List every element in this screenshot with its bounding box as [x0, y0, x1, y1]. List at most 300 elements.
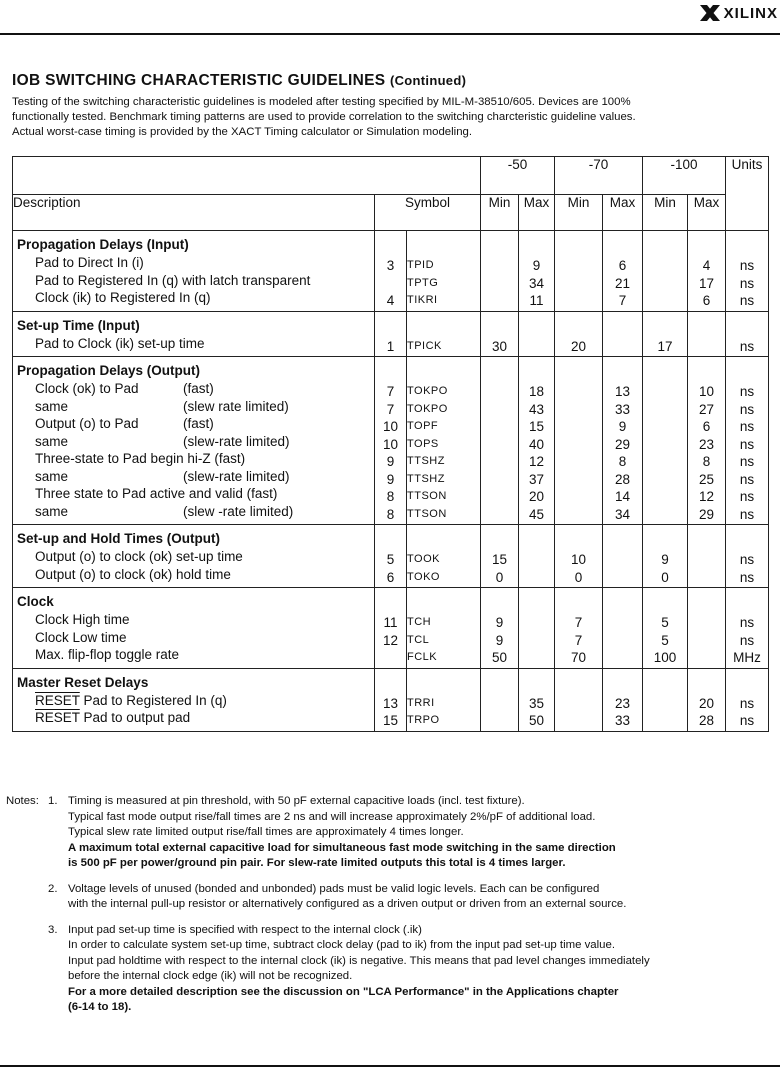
value-cell — [555, 311, 603, 357]
row-mode-note: (slew -rate limited) — [183, 503, 294, 519]
value-cell — [643, 311, 688, 357]
row-value — [519, 614, 554, 632]
row-description-text: same — [35, 433, 69, 449]
row-value — [643, 401, 687, 419]
value-cell — [603, 231, 643, 312]
value-cell — [481, 357, 519, 525]
description-cell — [13, 231, 375, 312]
row-description — [13, 646, 374, 664]
row-ref-number: 10 — [382, 419, 399, 434]
row-mode-note: (slew-rate limited) — [183, 468, 290, 484]
row-symbol: TRPO — [407, 714, 440, 726]
row-description — [13, 254, 374, 272]
row-symbol: TOPF — [407, 420, 439, 432]
title-suffix: (Continued) — [389, 73, 467, 88]
row-symbol: TPID — [407, 259, 435, 271]
note-number: 1. — [48, 795, 58, 807]
units-cell — [726, 668, 769, 731]
note-line: For a more detailed description see the discussion on "LCA Performance" in the Applications chapter — [68, 985, 619, 998]
row-value — [603, 614, 642, 632]
row-mode-note: (fast) — [183, 381, 214, 396]
row-value: 7 — [574, 615, 583, 630]
row-description — [13, 709, 374, 727]
row-ref-number: 10 — [382, 436, 399, 452]
row-value: 10 — [571, 552, 587, 567]
intro-line: Actual worst-case timing is provided by the XACT Timing calculator or Simulation modeling. — [12, 126, 473, 138]
speed-grade-100: -100 — [643, 157, 726, 195]
row-value — [688, 649, 725, 667]
row-symbol: TCL — [407, 633, 430, 646]
description-cell — [13, 668, 375, 731]
header-rule — [0, 33, 780, 35]
max-header: Max — [603, 195, 643, 231]
row-ref-number: 12 — [382, 632, 399, 648]
row-ref-number — [375, 649, 406, 667]
row-description — [13, 611, 374, 629]
intro-line: Testing of the switching characteristic guidelines is modeled after testing specified by MIL-M-38510/605. Devices are 100% — [12, 96, 631, 108]
row-value — [481, 712, 518, 730]
max-header: Max — [688, 195, 726, 231]
row-ref-number: 15 — [382, 713, 399, 728]
footer-rule — [0, 1065, 780, 1067]
row-value: 50 — [529, 713, 545, 728]
section-title: Clock — [17, 594, 54, 609]
value-cell — [481, 525, 519, 588]
row-value — [481, 257, 518, 275]
row-symbol: TTSHZ — [407, 455, 445, 467]
table-section — [13, 525, 769, 588]
ref-number-cell — [375, 231, 407, 312]
description-header: Description — [13, 195, 375, 231]
row-symbol: TRRI — [407, 696, 435, 709]
row-value — [603, 569, 642, 587]
intro-text — [12, 95, 772, 140]
section-title: Master Reset Delays — [17, 674, 149, 690]
row-description-text: same — [35, 503, 69, 519]
row-value: 70 — [571, 650, 587, 665]
row-value: 29 — [699, 506, 715, 522]
row-value: 8 — [702, 454, 711, 469]
note-item — [6, 794, 776, 872]
row-unit: ns — [739, 338, 755, 354]
ref-number-cell — [375, 668, 407, 731]
row-value: 21 — [615, 275, 631, 291]
row-unit: ns — [739, 436, 755, 452]
row-symbol: TOKO — [407, 570, 440, 583]
section-title: Set-up and Hold Times (Output) — [17, 531, 220, 546]
row-value — [643, 292, 687, 310]
row-unit: ns — [739, 713, 755, 728]
note-line: with the internal pull-up resistor or alternatively configured as a driven output or driven from an external source. — [68, 898, 627, 910]
row-value: 23 — [699, 436, 715, 452]
row-value — [481, 453, 518, 471]
row-symbol: TTSON — [407, 507, 447, 520]
row-value: 37 — [529, 471, 545, 487]
row-description-text: Pad to output pad — [83, 710, 191, 725]
row-value: 8 — [618, 454, 627, 469]
row-description-text: same — [35, 398, 69, 414]
row-symbol: TCH — [407, 616, 432, 628]
table-section — [13, 311, 769, 357]
row-value: 27 — [699, 401, 715, 417]
units-cell — [726, 525, 769, 588]
value-cell — [555, 588, 603, 669]
row-value: 43 — [529, 401, 545, 417]
row-description-text: Output (o) to Pad — [35, 416, 139, 431]
logo-text: XILINX — [723, 4, 778, 22]
table-section — [13, 231, 769, 312]
value-cell — [481, 311, 519, 357]
value-cell — [603, 311, 643, 357]
row-value — [481, 436, 518, 454]
row-value — [643, 506, 687, 524]
min-header: Min — [643, 195, 688, 231]
row-value — [643, 436, 687, 454]
row-unit: ns — [739, 384, 755, 399]
row-value — [481, 292, 518, 310]
row-unit: ns — [739, 569, 755, 585]
symbol-cell — [407, 668, 481, 731]
row-value — [643, 453, 687, 471]
row-value: 34 — [615, 506, 631, 522]
value-cell — [519, 357, 555, 525]
row-value: 100 — [653, 650, 677, 665]
row-value: 12 — [699, 489, 715, 504]
row-symbol: TTSHZ — [407, 472, 445, 485]
notes-label: Notes: — [6, 795, 39, 807]
ref-number-cell — [375, 357, 407, 525]
row-value — [555, 488, 602, 506]
row-unit: ns — [739, 615, 755, 630]
section-title: Propagation Delays (Output) — [17, 363, 201, 378]
row-value: 15 — [492, 552, 508, 567]
row-mode-note: (slew rate limited) — [183, 398, 289, 414]
row-value — [519, 632, 554, 650]
table-section — [13, 357, 769, 525]
row-value: 35 — [529, 695, 545, 711]
notes — [6, 794, 776, 1026]
row-value: 33 — [615, 401, 631, 417]
row-symbol: TPICK — [407, 339, 442, 352]
row-description-text: Output (o) to clock (ok) set-up time — [35, 549, 243, 564]
value-cell — [555, 668, 603, 731]
row-description-text: Clock (ik) to Registered In (q) — [35, 290, 211, 305]
row-description-text: Pad to Direct In (i) — [35, 255, 144, 270]
xilinx-logo — [699, 4, 778, 22]
row-description-text: Pad to Registered In (q) — [83, 692, 227, 708]
symbol-cell — [407, 231, 481, 312]
row-value — [688, 632, 725, 650]
row-value: 40 — [529, 436, 545, 452]
value-cell — [603, 525, 643, 588]
ref-number-cell — [375, 588, 407, 669]
note-line: Typical fast mode output rise/fall times are 2 ns and will increase approximately 2%/pF of additional load. — [68, 810, 596, 823]
row-value: 30 — [492, 338, 508, 354]
row-value: 0 — [574, 569, 583, 585]
note-number: 3. — [48, 923, 58, 936]
value-cell — [481, 588, 519, 669]
section-title: Propagation Delays (Input) — [17, 237, 189, 252]
row-value: 33 — [615, 713, 631, 728]
row-value: 9 — [618, 419, 627, 434]
row-value: 15 — [529, 419, 545, 434]
row-value — [555, 712, 602, 730]
row-value — [555, 383, 602, 401]
row-value: 45 — [529, 506, 545, 522]
row-unit: ns — [739, 471, 755, 487]
row-value — [643, 383, 687, 401]
row-ref-number: 7 — [386, 401, 395, 417]
row-value: 6 — [702, 419, 711, 434]
row-value — [643, 418, 687, 436]
row-description — [13, 566, 374, 584]
note-item — [6, 923, 776, 1016]
row-ref-number: 9 — [386, 454, 395, 469]
row-description — [13, 485, 374, 503]
symbol-header: Symbol — [375, 195, 481, 231]
row-description-text: Clock High time — [35, 612, 130, 627]
row-value: 20 — [529, 489, 545, 504]
row-value: 6 — [618, 258, 627, 273]
row-value — [643, 488, 687, 506]
row-value — [603, 338, 642, 356]
row-value — [481, 506, 518, 524]
row-value: 23 — [615, 695, 631, 711]
row-value: 11 — [529, 293, 544, 308]
row-value: 4 — [702, 258, 711, 273]
row-value — [555, 506, 602, 524]
switching-table — [12, 156, 769, 732]
row-description — [13, 450, 374, 468]
row-value: 18 — [529, 384, 545, 399]
row-value — [603, 649, 642, 667]
row-value — [555, 695, 602, 713]
row-value: 17 — [699, 275, 715, 291]
section-title: Set-up Time (Input) — [17, 317, 140, 333]
value-cell — [481, 231, 519, 312]
header-blank — [13, 157, 481, 195]
row-value: 29 — [615, 436, 631, 452]
row-description — [13, 629, 374, 647]
row-value: 13 — [615, 384, 631, 399]
speed-grade-50: -50 — [481, 157, 555, 195]
row-description — [13, 272, 374, 290]
note-line: Timing is measured at pin threshold, with 50 pF external capacitive loads (incl. test fixture). — [68, 795, 525, 807]
row-value: 20 — [571, 338, 587, 354]
units-cell — [726, 311, 769, 357]
row-value — [555, 418, 602, 436]
row-ref-number: 8 — [386, 506, 395, 522]
value-cell — [555, 231, 603, 312]
units-cell — [726, 357, 769, 525]
row-value — [555, 275, 602, 293]
row-mode-note: (fast) — [183, 416, 214, 431]
row-description — [13, 503, 374, 521]
symbol-cell — [407, 311, 481, 357]
row-mode-note: (slew-rate limited) — [183, 433, 290, 449]
row-value — [519, 569, 554, 587]
row-description-text: Three-state to Pad begin hi-Z (fast) — [35, 451, 246, 466]
row-unit: ns — [739, 454, 755, 469]
row-value — [688, 614, 725, 632]
row-ref-number: 13 — [382, 695, 399, 711]
row-value: 7 — [618, 293, 627, 308]
xilinx-logo-icon — [699, 4, 721, 22]
row-value — [555, 401, 602, 419]
row-description — [13, 433, 374, 451]
row-value: 5 — [661, 632, 669, 648]
row-ref-number: 1 — [386, 338, 395, 354]
description-cell — [13, 588, 375, 669]
value-cell — [688, 668, 726, 731]
row-value — [555, 436, 602, 454]
min-header: Min — [481, 195, 519, 231]
max-header: Max — [519, 195, 555, 231]
row-ref-number: 9 — [386, 471, 395, 487]
row-description-text: Max. flip-flop toggle rate — [35, 647, 180, 662]
row-value — [643, 471, 687, 489]
value-cell — [643, 588, 688, 669]
row-value — [643, 712, 687, 730]
note-line: Voltage levels of unused (bonded and unbonded) pads must be valid logic levels. Each can be configured — [68, 882, 600, 895]
row-value: 34 — [529, 275, 545, 291]
row-ref-number: 7 — [386, 384, 395, 399]
row-description-text: Clock Low time — [35, 629, 127, 645]
row-ref-number: 8 — [386, 489, 395, 504]
row-value: 17 — [657, 338, 673, 354]
row-value: 12 — [529, 454, 545, 469]
row-value: 28 — [699, 713, 715, 728]
value-cell — [688, 311, 726, 357]
note-line: Input pad set-up time is specified with respect to the internal clock (.ik) — [68, 923, 422, 936]
note-line: Input pad holdtime with respect to the internal clock (ik) is negative. This means that pad level changes immediately — [68, 954, 650, 967]
row-value — [481, 383, 518, 401]
note-item — [6, 882, 776, 913]
symbol-cell — [407, 588, 481, 669]
row-symbol: TPTG — [407, 276, 439, 289]
row-description-text: Pad to Registered In (q) with latch transparent — [35, 272, 311, 288]
row-description — [13, 398, 374, 416]
value-cell — [481, 668, 519, 731]
row-value: 9 — [532, 258, 541, 273]
row-value: 9 — [495, 615, 504, 630]
row-description — [13, 415, 374, 433]
row-description-text: same — [35, 468, 69, 484]
row-value: 14 — [615, 489, 631, 504]
row-value — [688, 551, 725, 569]
value-cell — [603, 357, 643, 525]
row-value — [555, 292, 602, 310]
note-line: Typical slew rate limited output rise/fall times are approximately 4 times longer. — [68, 826, 464, 838]
row-description-text: Pad to Clock (ik) set-up time — [35, 335, 205, 351]
row-value: 9 — [661, 552, 669, 567]
row-value: 28 — [615, 471, 631, 487]
title-main: IOB SWITCHING CHARACTERISTIC GUIDELINES — [12, 72, 386, 89]
row-value — [688, 338, 725, 356]
row-value: 9 — [495, 632, 504, 648]
row-value — [555, 453, 602, 471]
value-cell — [519, 311, 555, 357]
value-cell — [688, 525, 726, 588]
row-unit: ns — [739, 275, 755, 291]
row-value — [603, 632, 642, 650]
value-cell — [688, 231, 726, 312]
units-cell — [726, 231, 769, 312]
value-cell — [643, 668, 688, 731]
row-ref-number — [375, 275, 406, 293]
row-value: 0 — [495, 569, 504, 585]
row-ref-number: 11 — [383, 615, 398, 630]
table-section — [13, 588, 769, 669]
overbar-signal: RESET — [35, 710, 80, 725]
row-symbol: TOOK — [407, 553, 440, 565]
row-symbol: TOPS — [407, 437, 439, 450]
value-cell — [519, 525, 555, 588]
min-header: Min — [555, 195, 603, 231]
row-value — [519, 551, 554, 569]
row-value — [481, 401, 518, 419]
page-title — [12, 72, 466, 90]
row-unit: ns — [739, 695, 755, 711]
row-description-text: Output (o) to clock (ok) hold time — [35, 566, 231, 582]
row-description — [13, 692, 374, 710]
row-value: 50 — [492, 650, 508, 665]
note-line: A maximum total external capacitive load for simultaneous fast mode switching in the same direction — [68, 841, 616, 854]
row-description — [13, 548, 374, 566]
value-cell — [603, 668, 643, 731]
row-value — [481, 418, 518, 436]
row-value — [643, 275, 687, 293]
value-cell — [519, 588, 555, 669]
row-value — [643, 257, 687, 275]
row-symbol: FCLK — [407, 651, 438, 663]
row-value: 0 — [661, 569, 669, 585]
note-line: (6-14 to 18). — [68, 1001, 132, 1013]
row-unit: ns — [739, 632, 755, 648]
value-cell — [688, 357, 726, 525]
row-description — [13, 468, 374, 486]
overbar-signal: RESET — [35, 692, 80, 708]
row-unit: ns — [739, 552, 755, 567]
units-header: Units — [726, 157, 769, 231]
description-cell — [13, 525, 375, 588]
row-symbol: TIKRI — [407, 294, 438, 306]
row-ref-number: 4 — [386, 293, 395, 308]
row-unit: ns — [739, 401, 755, 417]
value-cell — [688, 588, 726, 669]
note-number: 2. — [48, 882, 58, 895]
row-description — [13, 335, 374, 353]
row-description — [13, 380, 374, 398]
row-value — [481, 695, 518, 713]
table-section — [13, 668, 769, 731]
row-value: 7 — [574, 632, 583, 648]
value-cell — [555, 525, 603, 588]
row-ref-number: 5 — [386, 552, 395, 567]
description-cell — [13, 311, 375, 357]
row-unit: ns — [739, 293, 755, 308]
value-cell — [519, 231, 555, 312]
row-value — [481, 488, 518, 506]
row-value — [519, 338, 554, 356]
row-value — [555, 471, 602, 489]
row-ref-number: 6 — [386, 569, 395, 585]
value-cell — [519, 668, 555, 731]
row-value: 5 — [661, 615, 669, 630]
row-description — [13, 289, 374, 307]
row-value: 6 — [702, 293, 711, 308]
row-value: 25 — [699, 471, 715, 487]
